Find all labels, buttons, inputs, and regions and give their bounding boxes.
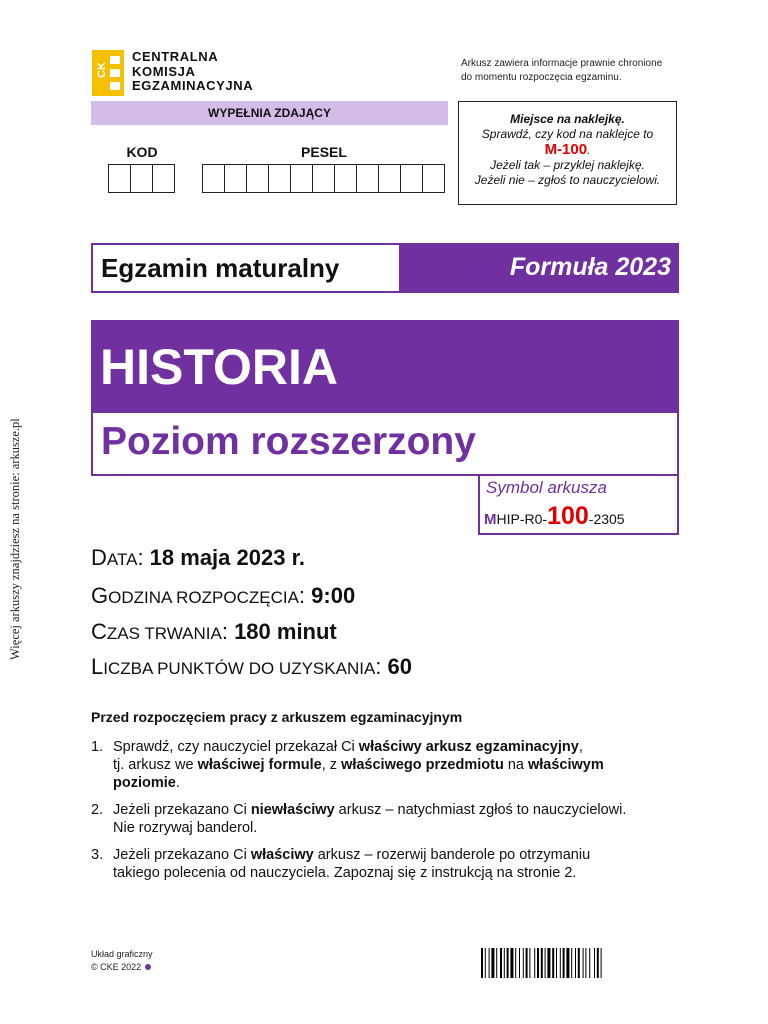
instruction-item: 3. Jeżeli przekazano Ci właściwy arkusz – rozerwij banderole po otrzymaniu takiego polecenia od nauczyciela. Zapoznaj się z instrukcją na stronie 2. — [91, 847, 591, 881]
cke-logo — [92, 50, 292, 96]
pesel-box[interactable] — [224, 164, 247, 193]
sticker-check: Sprawdź, czy kod na naklejce to — [481, 127, 654, 141]
max-points: LICZBA PUNKTÓW DO UZYSKANIA: 60 — [91, 654, 413, 679]
footer-credit: Układ graficzny © CKE 2022 — [91, 949, 153, 972]
exam-date: DATA: 18 maja 2023 r. — [91, 545, 306, 570]
symbol-code: MHIP-R0-100-2305 — [484, 502, 625, 530]
pesel-label: PESEL — [301, 144, 347, 160]
logo-mark — [92, 50, 124, 96]
pesel-box[interactable] — [290, 164, 313, 193]
pesel-box[interactable] — [356, 164, 379, 193]
subject-level: Poziom rozszerzony — [101, 420, 476, 463]
pesel-box[interactable] — [422, 164, 445, 193]
symbol-box — [478, 474, 679, 535]
pesel-box[interactable] — [312, 164, 335, 193]
sticker-no: Jeżeli nie – zgłoś to nauczycielowi. — [474, 173, 661, 187]
subject-block — [91, 320, 679, 476]
barcode-icon — [481, 948, 671, 978]
instructions-list — [91, 738, 651, 891]
pesel-box[interactable] — [246, 164, 269, 193]
kod-box[interactable] — [130, 164, 153, 193]
exam-title: Egzamin maturalny — [101, 253, 340, 283]
pesel-box[interactable] — [378, 164, 401, 193]
legal-notice: Arkusz zawiera informacje prawnie chronione do momentu rozpoczęcia egzaminu. — [461, 58, 663, 83]
pesel-box[interactable] — [334, 164, 357, 193]
student-fill-header: WYPEŁNIA ZDAJĄCY — [91, 101, 448, 125]
sticker-title: Miejsce na naklejkę. — [510, 112, 625, 126]
subject-name: HISTORIA — [100, 339, 338, 395]
kod-box[interactable] — [152, 164, 175, 193]
kod-input-boxes[interactable] — [108, 164, 174, 193]
pesel-box[interactable] — [400, 164, 423, 193]
pesel-input-boxes[interactable] — [202, 164, 444, 193]
side-note — [8, 370, 32, 660]
sticker-code: M-100 — [544, 141, 588, 158]
pesel-box[interactable] — [268, 164, 291, 193]
instructions-heading: Przed rozpoczęciem pracy z arkuszem egzaminacyjnym — [91, 709, 463, 725]
duration: CZAS TRWANIA: 180 minut — [91, 619, 337, 644]
kod-label: KOD — [126, 144, 158, 160]
start-time: GODZINA ROZPOCZĘCIA: 9:00 — [91, 583, 356, 608]
kod-box[interactable] — [108, 164, 131, 193]
cke-dot-icon — [145, 964, 151, 970]
logo-text: CENTRALNA KOMISJA EGZAMINACYJNA — [132, 49, 254, 93]
exam-formula: Formuła 2023 — [509, 253, 671, 281]
sticker-yes: Jeżeli tak – przyklej naklejkę. — [490, 158, 645, 172]
instruction-item: 1. Sprawdź, czy nauczyciel przekazał Ci właściwy arkusz egzaminacyjny, tj. arkusz we właściwej formule, z właściwego przedmiotu na właściwym poziomie. — [91, 739, 604, 791]
symbol-label: Symbol arkusza — [486, 478, 607, 497]
side-note-text: Więcej arkuszy znajdziesz na stronie: arkusze.pl — [8, 418, 22, 660]
logo-mark-text: CK — [95, 62, 108, 78]
instruction-item: 2. Jeżeli przekazano Ci niewłaściwy arkusz – natychmiast zgłoś to nauczycielowi. Nie rozrywaj banderol. — [91, 802, 627, 836]
sticker-area: Miejsce na naklejkę. Sprawdź, czy kod na naklejce to M-100. Jeżeli tak – przyklej naklejkę. Jeżeli nie – zgłoś to nauczycielowi. — [458, 101, 677, 205]
pesel-box[interactable] — [202, 164, 225, 193]
exam-bar — [91, 243, 679, 293]
